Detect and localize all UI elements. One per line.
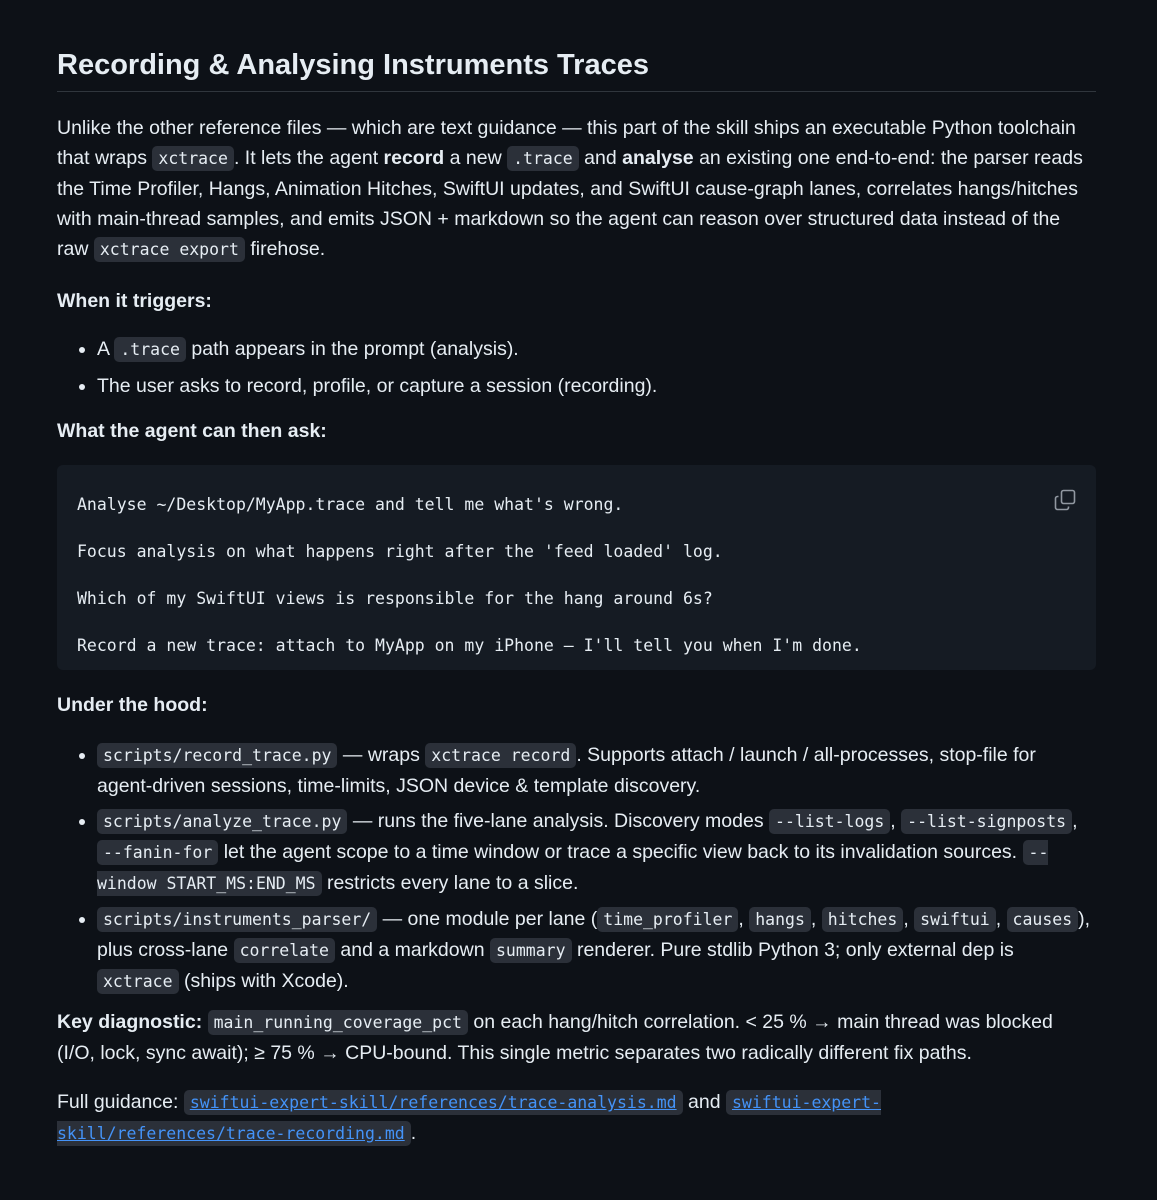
copy-icon (1054, 489, 1076, 511)
inline-code: scripts/instruments_parser/ (97, 907, 377, 932)
list-item: • A .trace path appears in the prompt (analysis). (97, 334, 1096, 365)
hood-heading: Under the hood: (57, 694, 208, 716)
readme-section (57, 0, 1096, 1149)
inline-code: --fanin-for (97, 840, 218, 865)
ask-heading: What the agent can then ask: (57, 420, 327, 442)
inline-code: hangs (749, 907, 811, 932)
inline-code: .trace (114, 337, 186, 362)
inline-code: xctrace (152, 146, 234, 171)
inline-code: correlate (234, 938, 335, 963)
code-line: Which of my SwiftUI views is responsible for the hang around 6s? (77, 589, 713, 608)
diagnostic-label: Key diagnostic: (57, 1011, 203, 1033)
inline-code: main_running_coverage_pct (208, 1010, 468, 1035)
copy-button[interactable] (1054, 482, 1076, 504)
inline-code: causes (1007, 907, 1079, 932)
inline-code: --window START_MS:END_MS (97, 840, 1048, 896)
inline-code: xctrace record (425, 743, 576, 768)
code-block (57, 465, 1096, 670)
inline-code: --list-signposts (901, 809, 1072, 834)
trace-recording-link[interactable]: swiftui-expert-skill/references/trace-recording.md (57, 1091, 881, 1144)
hood-list (57, 740, 1096, 997)
list-item: • scripts/analyze_trace.py — runs the five-lane analysis. Discovery modes --list-logs , --list-signposts , --fanin-for let the agent scope to a time window or trace a specific view back to its invalidation sources. --window START_MS:END_MS restricts every lane to a slice. (97, 806, 1096, 899)
intro-paragraph: Unlike the other reference files — which are text guidance — this part of the skill ships an executable Python toolchain that wraps xctrace . It lets the agent record a new .trace and analyse an existing one end-to-end: the parser reads the Time Profiler, Hangs, Animation Hitches, SwiftUI updates, and SwiftUI cause-graph lanes, correlates hangs/hitches with main-thread samples, and emits JSON + markdown so the agent can reason over structured data instead of the raw xctrace export firehose. (57, 117, 1083, 260)
list-item: • scripts/instruments_parser/ — one module per lane ( time_profiler , hangs , hitches , swiftui , causes ), plus cross-lane correlate and a markdown summary renderer. Pure stdlib Python 3; only external dep is xctrace (ships with Xcode). (97, 904, 1096, 997)
inline-code: scripts/record_trace.py (97, 743, 337, 768)
list-item: • The user asks to record, profile, or capture a session (recording). (97, 371, 1096, 401)
inline-code: hitches (822, 907, 904, 932)
code-line: Record a new trace: attach to MyApp on my iPhone — I'll tell you when I'm done. (77, 636, 862, 655)
trace-analysis-link[interactable]: swiftui-expert-skill/references/trace-analysis.md (184, 1091, 683, 1113)
inline-code: summary (490, 938, 572, 963)
key-diagnostic-paragraph: Key diagnostic: main_running_coverage_pct on each hang/hitch correlation. < 25 % → main thread was blocked (I/O, lock, sync await); ≥ 75 % → CPU-bound. This single metric separates two radically different fix paths. (57, 1011, 1053, 1064)
inline-code: scripts/analyze_trace.py (97, 809, 347, 834)
inline-code: xctrace export (94, 237, 245, 262)
guidance-paragraph: Full guidance: swiftui-expert-skill/references/trace-analysis.md and swiftui-expert-skill/references/trace-recording.md . (57, 1091, 881, 1144)
code-line: Analyse ~/Desktop/MyApp.trace and tell me what's wrong. (77, 495, 624, 514)
inline-code: --list-logs (769, 809, 890, 834)
triggers-heading: When it triggers: (57, 290, 212, 312)
inline-code: xctrace (97, 969, 179, 994)
code-line: Focus analysis on what happens right after the 'feed loaded' log. (77, 542, 723, 561)
inline-code: .trace (507, 146, 579, 171)
section-title: Recording & Analysing Instruments Traces (57, 0, 1096, 92)
inline-code: time_profiler (597, 907, 738, 932)
triggers-list (57, 334, 1096, 401)
inline-code: swiftui (914, 907, 996, 932)
list-item: • scripts/record_trace.py — wraps xctrace record . Supports attach / launch / all-processes, stop-file for agent-driven sessions, time-limits, JSON device & template discovery. (97, 740, 1096, 801)
